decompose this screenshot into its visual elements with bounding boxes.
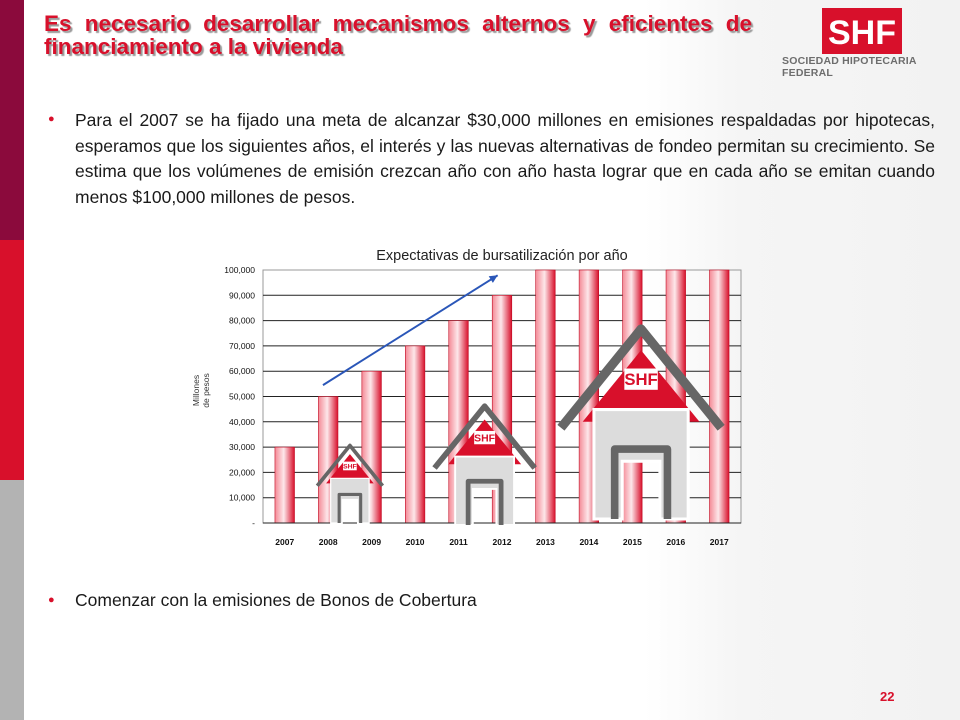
y-tick-label: 90,000 xyxy=(229,290,255,301)
y-tick-label: 60,000 xyxy=(229,366,255,377)
logo-mark-text: SHF xyxy=(828,14,896,52)
bar xyxy=(536,270,556,523)
x-tick-label: 2009 xyxy=(362,537,382,547)
x-tick-label: 2015 xyxy=(622,537,642,547)
y-tick-label: 20,000 xyxy=(229,467,255,478)
bar xyxy=(405,346,425,523)
bullet-icon: ● xyxy=(48,113,55,125)
y-tick-label: 40,000 xyxy=(229,416,255,427)
page-number: 22 xyxy=(880,689,895,704)
bullet-text-goal: Para el 2007 se ha fijado una meta de alcanzar $30,000 millones en emisiones respaldadas por hipotecas, esperamos que los siguientes años, el interés y las nuevas alternativas de fondeo permitan su crecimiento. Se estima que los volúmenes de emisión crezcan año con año hasta lograr que en cada año se emitan cuando menos $100,000 millones de pesos. xyxy=(75,110,935,207)
house-walls xyxy=(455,457,514,525)
y-tick-label: 10,000 xyxy=(229,492,255,503)
x-tick-label: 2012 xyxy=(492,537,512,547)
y-tick-label: - xyxy=(252,518,255,528)
x-tick-label: 2016 xyxy=(666,537,686,547)
slide-title: Es necesario desarrollar mecanismos alternos y eficientes de financiamiento a la vivienda xyxy=(44,11,752,59)
x-tick-label: 2013 xyxy=(535,537,555,547)
x-tick-label: 2008 xyxy=(318,537,338,547)
bullet-text-bonds: Comenzar con la emisiones de Bonos de Cobertura xyxy=(75,590,477,610)
y-axis-label: Millonesde pesos xyxy=(191,373,211,408)
x-tick-label: 2014 xyxy=(579,537,599,547)
x-tick-label: 2007 xyxy=(275,537,295,547)
logo-caption: SOCIEDAD HIPOTECARIA FEDERAL xyxy=(782,55,917,79)
y-tick-label: 100,000 xyxy=(224,265,255,275)
chart-title: Expectativas de bursatilización por año xyxy=(376,248,628,264)
bullet-icon: ● xyxy=(48,594,55,606)
side-color-bar xyxy=(0,0,24,720)
house-logo-text: SHF xyxy=(343,463,357,471)
x-tick-label: 2011 xyxy=(449,537,468,547)
house-logo-text: SHF xyxy=(474,433,496,445)
bond-issuance-chart xyxy=(175,240,765,555)
y-tick-label: 70,000 xyxy=(229,340,255,351)
x-tick-label: 2010 xyxy=(405,537,425,547)
y-tick-label: 30,000 xyxy=(229,442,255,453)
bar xyxy=(709,270,729,523)
bar xyxy=(275,447,295,523)
side-bar-grey xyxy=(0,480,24,720)
house-walls xyxy=(331,478,369,523)
y-tick-label: 80,000 xyxy=(229,315,255,326)
y-tick-label: 50,000 xyxy=(229,391,255,402)
house-logo-text: SHF xyxy=(624,370,658,390)
side-bar-red xyxy=(0,240,24,480)
side-bar-maroon xyxy=(0,0,24,240)
x-tick-label: 2017 xyxy=(709,537,729,547)
